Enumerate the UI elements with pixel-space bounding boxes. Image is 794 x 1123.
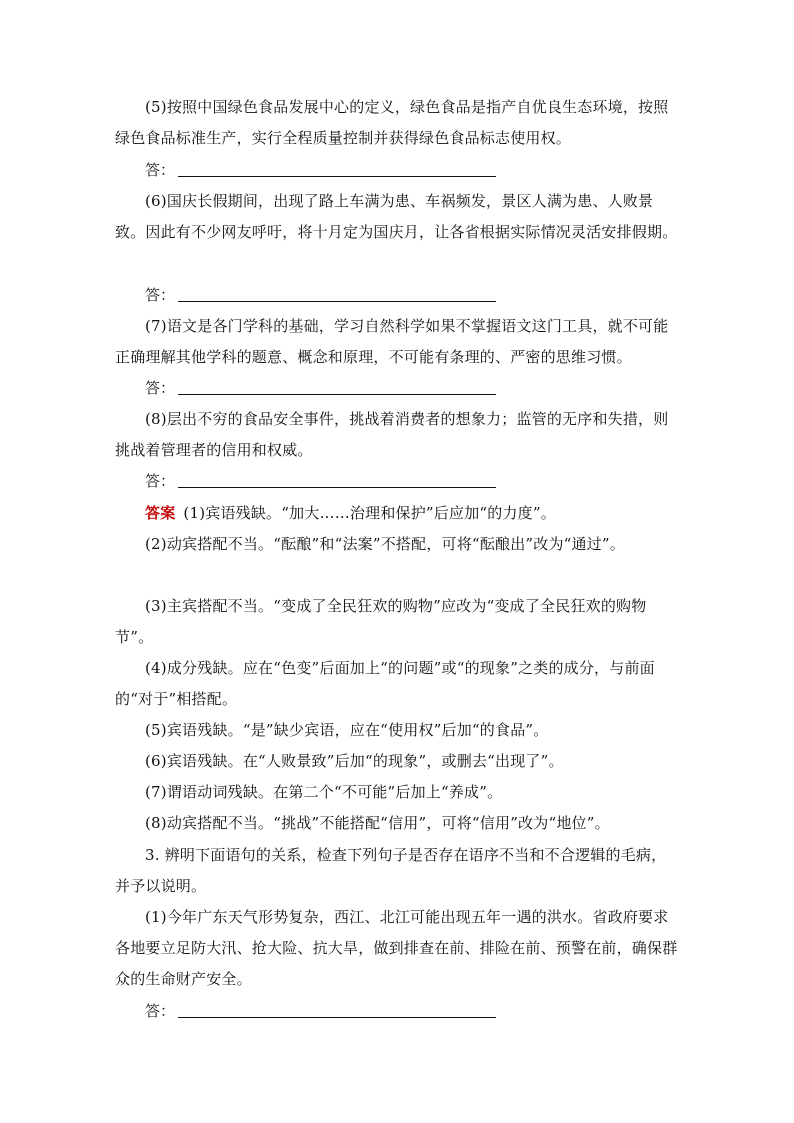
answer-line[interactable] [178, 301, 496, 302]
answer-8: (8)动宾搭配不当。“挑战”不能搭配“信用”，可将“信用”改为“地位”。 [145, 814, 610, 832]
answer-5: (5)宾语残缺。“是”缺少宾语，应在“使用权”后加“的食品”。 [145, 721, 549, 739]
answer-1: 答案 (1)宾语残缺。“加大……治理和保护”后应加“的力度”。 [145, 504, 556, 522]
answer-label: 答： [145, 379, 176, 397]
answer-label: 答： [145, 1002, 176, 1020]
answer-line[interactable] [178, 1017, 496, 1018]
answer-label: 答： [145, 161, 176, 179]
answer-line[interactable] [178, 176, 496, 177]
answer-3: (3)主宾搭配不当。“变成了全民狂欢的购物”应改为“变成了全民狂欢的购物节”。 [115, 597, 647, 646]
answer-label: 答： [145, 286, 176, 304]
answer-line[interactable] [178, 487, 496, 488]
question-6: (6)国庆长假期间，出现了路上车满为患、车祸频发，景区人满为患、人败景致。因此有不少网友呼吁，将十月定为国庆月，让各省根据实际情况灵活安排假期。 [115, 192, 678, 241]
answer-2: (2)动宾搭配不当。“酝酿”和“法案”不搭配，可将“酝酿出”改为“通过”。 [145, 535, 625, 553]
question-3-1: (1)今年广东天气形势复杂，西江、北江可能出现五年一遇的洪水。省政府要求各地要立足防大汛、抢大险、抗大旱，做到排查在前、排险在前、预警在前，确保群众的生命财产安全。 [115, 908, 678, 988]
answer-label: 答： [145, 472, 176, 490]
answer-7: (7)谓语动词残缺。在第二个“不可能”后加上“养成”。 [145, 783, 503, 801]
question-7: (7)语文是各门学科的基础，学习自然科学如果不掌握语文这门工具，就不可能正确理解其他学科的题意、概念和原理，不可能有条理的、严密的思维习惯。 [115, 317, 669, 366]
answer-line[interactable] [178, 394, 496, 395]
question-5: (5)按照中国绿色食品发展中心的定义，绿色食品是指产自优良生态环境，按照绿色食品标准生产，实行全程质量控制并获得绿色食品标志使用权。 [115, 98, 669, 147]
section-3-instruction: 3. 辨明下面语句的关系，检查下列句子是否存在语序不当和不合逻辑的毛病，并予以说明。 [115, 846, 667, 895]
question-8: (8)层出不穷的食品安全事件，挑战着消费者的想象力；监管的无序和失措，则挑战着管理者的信用和权威。 [115, 410, 669, 459]
answer-4: (4)成分残缺。应在“色变”后面加上“的问题”或“的现象”之类的成分，与前面的“对于”相搭配。 [115, 659, 655, 708]
answer-tag: 答案 [145, 504, 176, 522]
answer-6: (6)宾语残缺。在“人败景致”后加“的现象”，或删去“出现了”。 [145, 752, 564, 770]
